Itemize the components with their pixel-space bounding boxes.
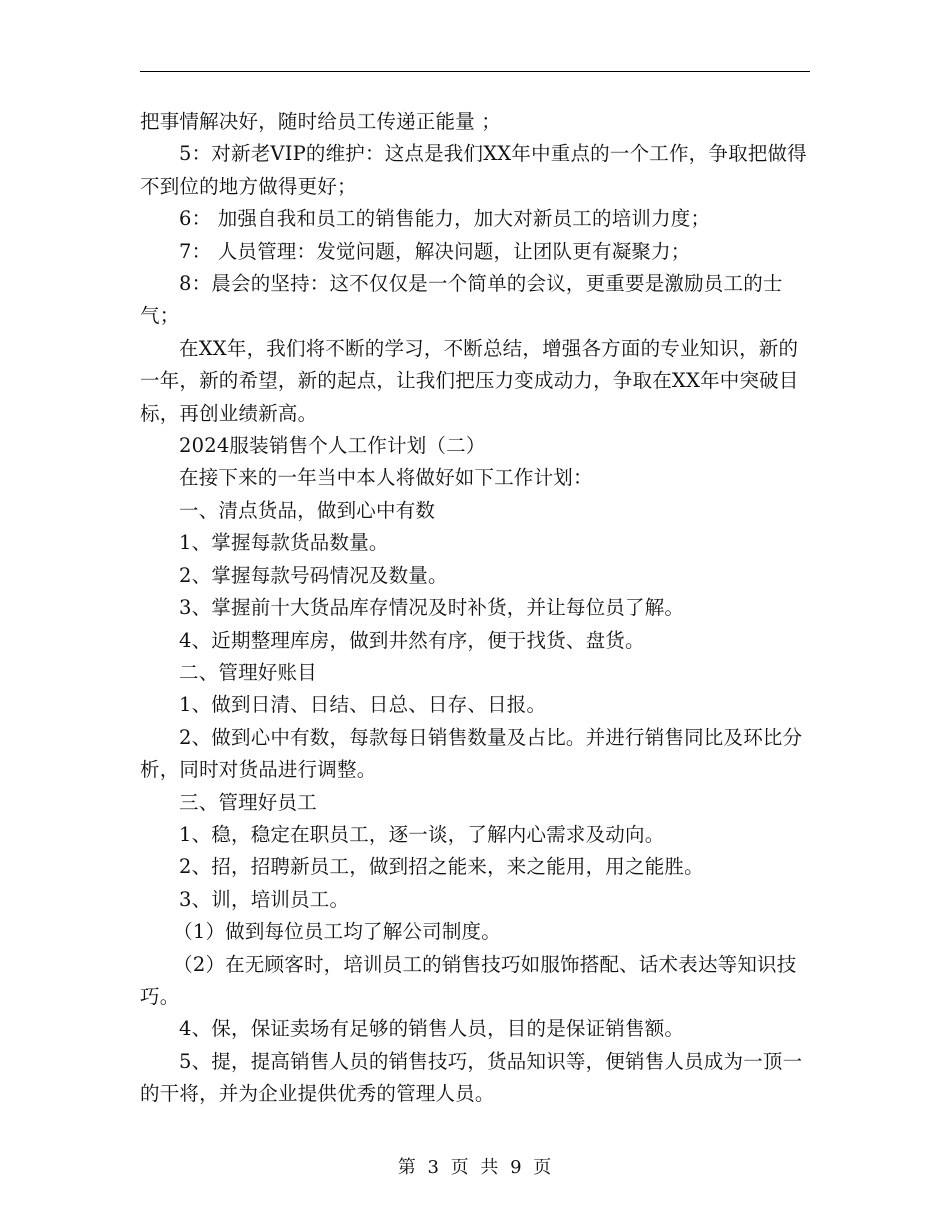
list-item: 4、保，保证卖场有足够的销售人员，目的是保证销售额。	[179, 1017, 685, 1041]
sub-list-item: （1）做到每位员工均了解公司制度。	[173, 920, 501, 944]
list-item: 2、招，招聘新员工，做到招之能来，来之能用，用之能胜。	[179, 855, 704, 879]
paragraph: 7： 人员管理：发觉问题，解决问题，让团队更有凝聚力；	[179, 239, 691, 263]
paragraph: 在XX年，我们将不断的学习，不断总结，增强各方面的专业知识，新的一年，新的希望，新的起点，让我们把压力变成动力，争取在XX年中突破目标，再创业绩新高。	[140, 336, 799, 425]
page-number-footer: 第 3 页 共 9 页	[397, 1157, 553, 1178]
list-item: 2、掌握每款号码情况及数量。	[179, 563, 448, 587]
paragraph: 5：对新老VIP的维护：这点是我们XX年中重点的一个工作，争取把做得不到位的地方做得更好；	[140, 142, 807, 198]
body-text	[140, 106, 812, 1111]
sub-list-item: （2）在无顾客时，培训员工的销售技巧如服饰搭配、话术表达等知识技巧。	[140, 952, 797, 1008]
list-item: 3、掌握前十大货品库存情况及时补货，并让每位员了解。	[179, 596, 685, 620]
list-item: 1、做到日清、日结、日总、日存、日报。	[179, 693, 547, 717]
header-rule	[140, 71, 810, 72]
paragraph: 8：晨会的坚持：这不仅仅是一个简单的会议，更重要是激励员工的士气；	[140, 272, 783, 328]
section-heading: 一、清点货品，做到心中有数	[179, 498, 436, 522]
paragraph: 6： 加强自我和员工的销售能力，加大对新员工的培训力度；	[179, 207, 711, 231]
section-heading: 二、管理好账目	[179, 660, 317, 684]
paragraph: 在接下来的一年当中本人将做好如下工作计划：	[179, 466, 593, 490]
list-item: 3、训，培训员工。	[179, 887, 350, 911]
list-item: 4、近期整理库房，做到井然有序，便于找货、盘货。	[179, 628, 645, 652]
list-item: 2、做到心中有数，每款每日销售数量及占比。并进行销售同比及环比分析，同时对货品进行调整。	[140, 725, 803, 782]
section-title: 2024服装销售个人工作计划（二）	[179, 434, 486, 458]
section-heading: 三、管理好员工	[179, 790, 317, 814]
paragraph: 把事情解决好，随时给员工传递正能量 ；	[140, 110, 501, 133]
list-item: 1、掌握每款货品数量。	[179, 531, 389, 555]
list-item: 5、提，提高销售人员的销售技巧，货品知识等，便销售人员成为一顶一的干将，并为企业提供优秀的管理人员。	[140, 1049, 803, 1106]
list-item: 1、稳，稳定在职员工，逐一谈，了解内心需求及动向。	[179, 822, 665, 846]
